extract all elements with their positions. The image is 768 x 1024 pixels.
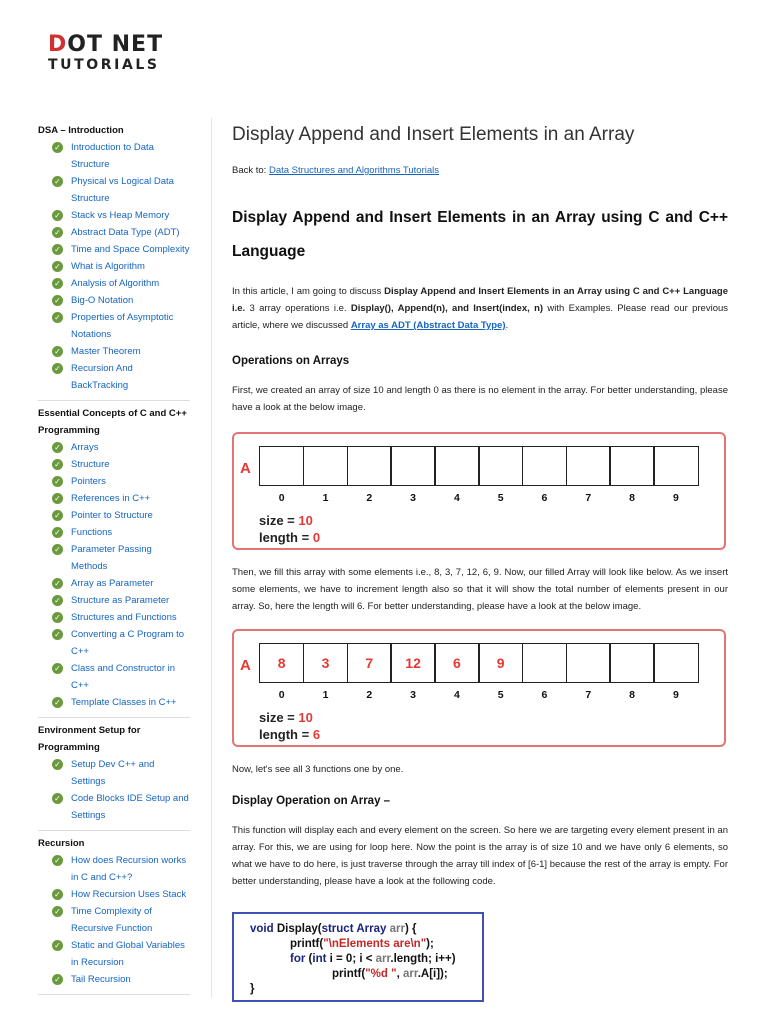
sidebar-item-label[interactable]: Array as Parameter (71, 578, 154, 589)
breadcrumb (232, 165, 728, 176)
logo-d: D (48, 32, 68, 57)
check-circle-icon: ✓ (52, 595, 63, 606)
sidebar-section (38, 401, 190, 718)
sidebar-item[interactable] (38, 275, 190, 292)
array-cell: 8 (259, 643, 304, 683)
array-cell (347, 446, 392, 486)
sidebar-item[interactable] (38, 507, 190, 524)
sidebar-item-label[interactable]: Introduction to Data Structure (71, 142, 154, 170)
sidebar-item[interactable] (38, 694, 190, 711)
array-index: 4 (453, 492, 460, 504)
sidebar (38, 118, 190, 995)
sidebar-section-title: DSA – Introduction (38, 125, 124, 136)
array-index: 3 (410, 689, 416, 701)
check-circle-icon: ✓ (52, 855, 63, 866)
array-cell: 7 (347, 643, 392, 683)
sidebar-item-label[interactable]: Recursion And BackTracking (71, 363, 133, 391)
check-circle-icon: ✓ (52, 510, 63, 521)
array-cell (522, 446, 567, 486)
check-circle-icon: ✓ (52, 544, 63, 555)
check-circle-icon: ✓ (52, 612, 63, 623)
sidebar-item-label[interactable]: Analysis of Algorithm (71, 278, 160, 289)
paragraph-5: This function will display each and every element on the screen. So here we are targeting every element present in an array. For this, we are using for loop here. Now the point is the array is of size 10 and we have only 6 elements, so what we have to do here, is just traverse through the array till index of [6-1] because the rest of the array is empty. For better understanding, please have a look at the following code. (232, 825, 728, 887)
array-figure-filled (232, 629, 726, 747)
sidebar-item[interactable] (38, 439, 190, 456)
sidebar-item-label[interactable]: References in C++ (71, 493, 151, 504)
array-index: 1 (322, 689, 329, 701)
sidebar-item[interactable] (38, 971, 190, 988)
array-indices (259, 689, 697, 701)
array-cell (522, 643, 567, 683)
check-circle-icon: ✓ (52, 142, 63, 153)
array-cell (566, 446, 611, 486)
sidebar-item-label[interactable]: Tail Recursion (71, 974, 131, 985)
check-circle-icon: ✓ (52, 261, 63, 272)
array-index: 5 (497, 492, 504, 504)
code-block (232, 912, 484, 1002)
sidebar-item-label[interactable]: Parameter Passing Methods (71, 544, 152, 572)
array-index: 3 (410, 492, 416, 504)
sidebar-item-label[interactable]: How Recursion Uses Stack (71, 889, 187, 900)
check-circle-icon: ✓ (52, 227, 63, 238)
sidebar-item[interactable] (38, 473, 190, 490)
sidebar-item[interactable] (38, 309, 190, 343)
check-circle-icon: ✓ (52, 312, 63, 323)
article (232, 118, 728, 1002)
sidebar-item-label[interactable]: Structure as Parameter (71, 595, 170, 606)
sidebar-section-title: Recursion (38, 838, 85, 849)
logo-dotnet: OT NET (67, 32, 164, 57)
check-circle-icon: ✓ (52, 476, 63, 487)
sidebar-item-label[interactable]: Setup Dev C++ and Settings (71, 759, 155, 787)
sidebar-section (38, 831, 190, 995)
sidebar-item-label[interactable]: Master Theorem (71, 346, 141, 357)
array-index: 6 (541, 492, 548, 504)
sidebar-item[interactable] (38, 292, 190, 309)
sidebar-item-label[interactable]: Time Complexity of Recursive Function (71, 906, 153, 934)
sidebar-item-label[interactable]: Functions (71, 527, 113, 538)
array-cells (259, 643, 699, 683)
back-to-link[interactable]: Data Structures and Algorithms Tutorials (268, 165, 439, 176)
previous-article-link[interactable]: Array as ADT (Abstract Data Type) (350, 320, 506, 331)
sidebar-item-label[interactable]: Big-O Notation (71, 295, 134, 306)
sidebar-item[interactable] (38, 360, 190, 394)
array-cells (259, 446, 699, 486)
paragraph-3: Then, we fill this array with some elements i.e., 8, 3, 7, 12, 6, 9. Now, our filled Array will look like below. As we insert some elements, we have to increment length also so that it will show the total number of elements present in our array. So, here the length will 6. For better understanding, please have a look at the below image. (232, 567, 728, 612)
array-name-label: A (240, 657, 251, 674)
sidebar-item-label[interactable]: Class and Constructor in C++ (71, 663, 176, 691)
array-cell: 6 (434, 643, 479, 683)
sidebar-item-label[interactable]: Time and Space Complexity (71, 244, 190, 255)
sidebar-item-label[interactable]: Template Classes in C++ (71, 697, 177, 708)
sidebar-item[interactable] (38, 903, 190, 937)
check-circle-icon: ✓ (52, 527, 63, 538)
check-circle-icon: ✓ (52, 363, 63, 374)
sidebar-section-title: Essential Concepts of C and C++ Programming (38, 408, 187, 436)
site-logo[interactable] (48, 34, 163, 73)
sidebar-item-label[interactable]: Pointers (71, 476, 106, 487)
sidebar-item-label[interactable]: Pointer to Structure (71, 510, 153, 521)
check-circle-icon: ✓ (52, 629, 63, 640)
sidebar-item[interactable] (38, 241, 190, 258)
length-label: length = (259, 727, 313, 742)
sidebar-item[interactable] (38, 343, 190, 360)
check-circle-icon: ✓ (52, 210, 63, 221)
sidebar-item-label[interactable]: Physical vs Logical Data Structure (71, 176, 174, 204)
array-figure-empty (232, 432, 726, 550)
array-index: 8 (629, 492, 635, 504)
check-circle-icon: ✓ (52, 442, 63, 453)
sidebar-item[interactable] (38, 886, 190, 903)
array-index: 7 (585, 689, 592, 701)
array-index: 4 (453, 689, 460, 701)
array-index: 2 (366, 689, 373, 701)
sidebar-item[interactable] (38, 541, 190, 575)
length-value: 0 (312, 530, 321, 545)
check-circle-icon: ✓ (52, 578, 63, 589)
size-label: size = (259, 513, 299, 528)
array-index: 7 (585, 492, 592, 504)
sidebar-item[interactable] (38, 660, 190, 694)
check-circle-icon: ✓ (52, 295, 63, 306)
array-cell (434, 446, 479, 486)
array-cell (259, 446, 304, 486)
array-size-length (259, 709, 320, 743)
vertical-divider (211, 118, 212, 998)
sidebar-item[interactable] (38, 852, 190, 886)
check-circle-icon: ✓ (52, 493, 63, 504)
sidebar-item[interactable] (38, 224, 190, 241)
sidebar-section (38, 718, 190, 831)
array-cell (653, 643, 698, 683)
array-cell: 12 (390, 643, 435, 683)
length-label: length = (259, 530, 313, 545)
sidebar-item[interactable] (38, 139, 190, 173)
check-circle-icon: ✓ (52, 244, 63, 255)
array-size-length (259, 512, 320, 546)
sidebar-item[interactable] (38, 456, 190, 473)
array-index: 0 (278, 689, 285, 701)
check-circle-icon: ✓ (52, 697, 63, 708)
sidebar-item-label[interactable]: Code Blocks IDE Setup and Settings (71, 793, 189, 821)
sidebar-item[interactable] (38, 575, 190, 592)
check-circle-icon: ✓ (52, 889, 63, 900)
check-circle-icon: ✓ (52, 759, 63, 770)
paragraph-2: First, we created an array of size 10 and length 0 as there is no element in the array. For better understanding, please have a look at the below image. (232, 385, 728, 413)
sidebar-item[interactable] (38, 937, 190, 971)
sidebar-item[interactable] (38, 207, 190, 224)
array-cell (303, 446, 348, 486)
sidebar-item[interactable] (38, 626, 190, 660)
sidebar-section (38, 118, 190, 401)
array-index: 2 (366, 492, 373, 504)
size-value: 10 (298, 710, 313, 725)
check-circle-icon: ✓ (52, 793, 63, 804)
check-circle-icon: ✓ (52, 176, 63, 187)
sidebar-item-label[interactable]: Static and Global Variables in Recursion (71, 940, 185, 968)
array-index: 6 (541, 689, 548, 701)
check-circle-icon: ✓ (52, 906, 63, 917)
article-heading: Display Append and Insert Elements in an Array using C and C++ Language (232, 209, 728, 260)
check-circle-icon: ✓ (52, 459, 63, 470)
size-value: 10 (298, 513, 313, 528)
sidebar-item[interactable] (38, 756, 190, 790)
array-cell: 3 (303, 643, 348, 683)
sidebar-item-label[interactable]: Structures and Functions (71, 612, 177, 623)
sidebar-item-label[interactable]: Properties of Asymptotic Notations (71, 312, 174, 340)
sidebar-item[interactable] (38, 173, 190, 207)
check-circle-icon: ✓ (52, 663, 63, 674)
array-index: 0 (278, 492, 285, 504)
array-index: 1 (322, 492, 329, 504)
sidebar-item-label[interactable]: Arrays (71, 442, 99, 453)
array-indices (259, 492, 697, 504)
array-index: 9 (672, 492, 679, 504)
code-line: printf("\nElements are\n"); (290, 938, 434, 950)
size-label: size = (259, 710, 299, 725)
paragraph-4: Now, let's see all 3 functions one by one. (232, 764, 404, 775)
sidebar-item[interactable] (38, 592, 190, 609)
array-name-label: A (240, 460, 251, 477)
code-line: void Display(struct Array arr) { (250, 923, 417, 935)
array-cell (390, 446, 435, 486)
length-value: 6 (312, 727, 321, 742)
sidebar-item[interactable] (38, 490, 190, 507)
page-title: Display Append and Insert Elements in an Array (232, 124, 635, 145)
intro-paragraph: In this article, I am going to discuss Display Append and Insert Elements in an Array using C and C++ Language i.e. 3 array operations i.e. Display(), Append(n), and Insert(index, n) with Examples. Please read our previous article, where we discussed Array as ADT (Abstract Data Type). (232, 286, 729, 331)
code-line: } (250, 983, 255, 995)
sidebar-item-label[interactable]: Stack vs Heap Memory (71, 210, 170, 221)
array-index: 8 (629, 689, 635, 701)
array-index: 9 (672, 689, 679, 701)
array-cell (566, 643, 611, 683)
sidebar-item-label[interactable]: Converting a C Program to C++ (71, 629, 184, 657)
sidebar-item[interactable] (38, 609, 190, 626)
back-to-label: Back to: (232, 165, 267, 176)
display-heading: Display Operation on Array – (232, 795, 391, 807)
array-cell (478, 446, 523, 486)
logo-tutorials: TUTORIALS (48, 57, 160, 73)
sidebar-item[interactable] (38, 790, 190, 824)
check-circle-icon: ✓ (52, 278, 63, 289)
code-line: for (int i = 0; i < arr.length; i++) (290, 953, 456, 965)
sidebar-item[interactable] (38, 258, 190, 275)
code-line: printf("%d ", arr.A[i]); (332, 968, 448, 980)
array-cell (609, 643, 654, 683)
sidebar-item-label[interactable]: How does Recursion works in C and C++? (71, 855, 187, 883)
array-cell (653, 446, 698, 486)
array-index: 5 (497, 689, 504, 701)
operations-heading: Operations on Arrays (232, 355, 350, 367)
sidebar-section-title: Environment Setup for Programming (38, 725, 141, 753)
array-cell (609, 446, 654, 486)
sidebar-item[interactable] (38, 524, 190, 541)
sidebar-item-label[interactable]: Structure (71, 459, 110, 470)
array-cell: 9 (478, 643, 523, 683)
check-circle-icon: ✓ (52, 346, 63, 357)
check-circle-icon: ✓ (52, 940, 63, 951)
check-circle-icon: ✓ (52, 974, 63, 985)
sidebar-item-label[interactable]: What is Algorithm (71, 261, 145, 272)
sidebar-item-label[interactable]: Abstract Data Type (ADT) (71, 227, 180, 238)
